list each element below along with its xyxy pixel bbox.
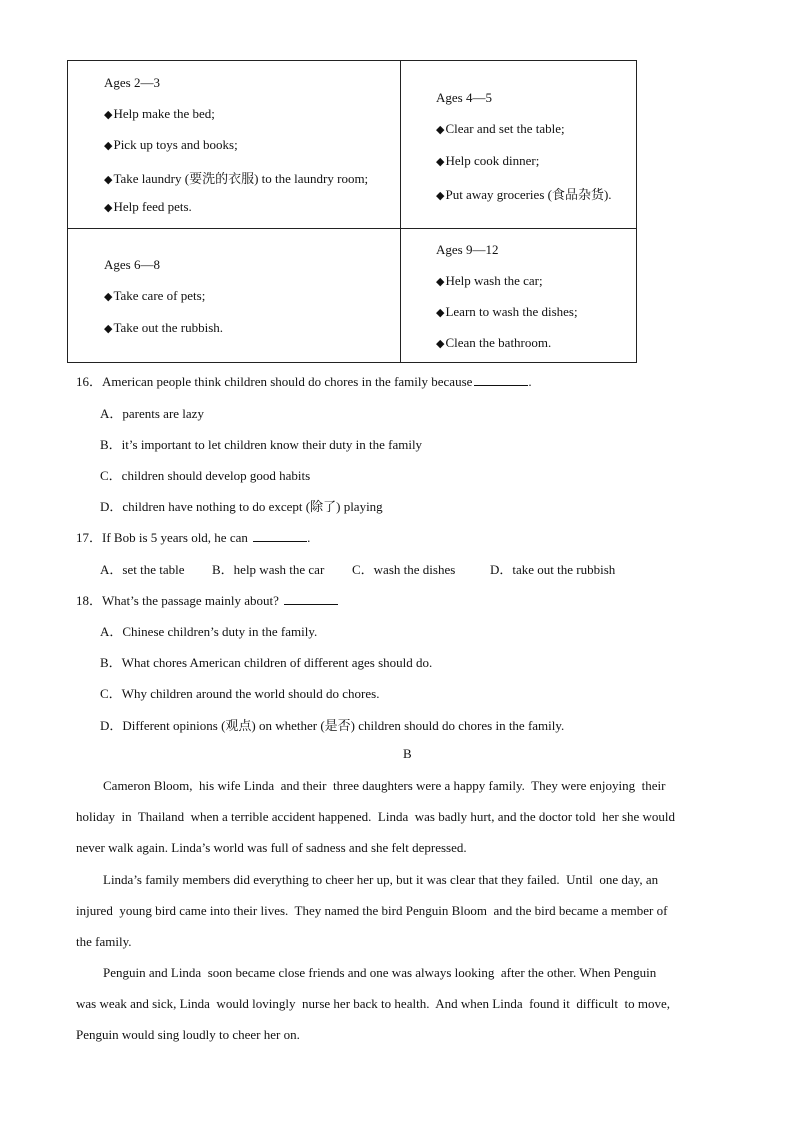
paragraph-line: injured young bird came into their lives. They named the bird Penguin Bloom and the bird became a member of (76, 903, 668, 918)
option-16-a[interactable]: A．parents are lazy (100, 406, 204, 421)
task-item: ◆Help cook dinner; (436, 153, 540, 168)
paragraph-line: was weak and sick, Linda would lovingly nurse her back to health. And when Linda found it difficult to move, (76, 996, 671, 1011)
question-17: 17．If Bob is 5 years old, he can . (76, 530, 311, 545)
question-18: 18．What’s the passage mainly about? (76, 590, 338, 609)
task-item: ◆Help make the bed; (104, 106, 215, 121)
option-16-b[interactable]: B．it’s important to let children know their duty in the family (100, 437, 423, 452)
task-item: ◆Learn to wash the dishes; (436, 304, 578, 319)
task-item: ◆Pick up toys and books; (104, 137, 238, 152)
bullet-icon: ◆ (104, 323, 113, 335)
answer-blank[interactable] (253, 531, 307, 542)
bullet-icon: ◆ (436, 190, 445, 202)
paragraph-line: Penguin and Linda soon became close friends and one was always looking after the other. When Penguin (103, 965, 657, 980)
option-17-a[interactable]: A．set the table (100, 562, 185, 577)
bullet-icon: ◆ (436, 156, 445, 168)
chores-table (67, 60, 637, 363)
paragraph-1 (76, 770, 718, 863)
task-item: ◆Take laundry (要洗的衣服) to the laundry room; (104, 171, 369, 186)
task-item: ◆Clear and set the table; (436, 121, 565, 136)
paragraph-line: never walk again. Linda’s world was full of sadness and she felt depressed. (76, 840, 467, 855)
bullet-icon: ◆ (436, 124, 445, 136)
option-17-d[interactable]: D．take out the rubbish (490, 562, 616, 577)
table-divider-horizontal (68, 228, 636, 229)
paragraph-line: Penguin would sing loudly to cheer her on. (76, 1027, 300, 1042)
bullet-icon: ◆ (104, 174, 113, 186)
cell-age-6-8: Ages 6—8 (104, 257, 160, 272)
answer-blank[interactable] (284, 594, 338, 605)
answer-blank[interactable] (474, 375, 528, 386)
cell-age-9-12: Ages 9—12 (436, 242, 499, 257)
paragraph-line: Linda’s family members did everything to cheer her up, but it was clear that they failed. Until one day, an (103, 872, 659, 887)
option-17-c[interactable]: C．wash the dishes (352, 562, 456, 577)
bullet-icon: ◆ (104, 291, 113, 303)
task-item: ◆Help feed pets. (104, 199, 192, 214)
cell-age-4-5: Ages 4—5 (436, 90, 492, 105)
paragraph-line: Cameron Bloom, his wife Linda and their three daughters were a happy family. They were enjoying their (103, 778, 666, 793)
task-item: ◆Put away groceries (食品杂货). (436, 187, 612, 202)
option-18-d[interactable]: D．Different opinions (观点) on whether (是否) children should do chores in the family. (100, 718, 565, 733)
bullet-icon: ◆ (104, 202, 113, 214)
paragraph-3 (76, 957, 718, 1050)
task-item: ◆Take out the rubbish. (104, 320, 224, 335)
cell-age-2-3: Ages 2—3 (104, 75, 160, 90)
bullet-icon: ◆ (104, 140, 113, 152)
table-divider-vertical (400, 61, 401, 362)
paragraph-line: holiday in Thailand when a terrible accident happened. Linda was badly hurt, and the doctor told her she would (76, 809, 676, 824)
paragraph-line: the family. (76, 934, 132, 949)
bullet-icon: ◆ (436, 307, 445, 319)
option-18-b[interactable]: B．What chores American children of different ages should do. (100, 655, 433, 670)
bullet-icon: ◆ (436, 338, 445, 350)
task-item: ◆Clean the bathroom. (436, 335, 552, 350)
question-16: 16．American people think children should do chores in the family because . (76, 374, 532, 389)
paragraph-2 (76, 864, 718, 957)
option-18-a[interactable]: A．Chinese children’s duty in the family. (100, 624, 318, 639)
option-17-b[interactable]: B．help wash the car (212, 562, 325, 577)
bullet-icon: ◆ (104, 109, 113, 121)
option-16-c[interactable]: C．children should develop good habits (100, 468, 311, 483)
bullet-icon: ◆ (436, 276, 445, 288)
task-item: ◆Take care of pets; (104, 288, 206, 303)
task-item: ◆Help wash the car; (436, 273, 543, 288)
option-16-d[interactable]: D．children have nothing to do except (除了) playing (100, 499, 383, 514)
option-18-c[interactable]: C．Why children around the world should do chores. (100, 686, 380, 701)
section-b-title: B (403, 746, 412, 761)
